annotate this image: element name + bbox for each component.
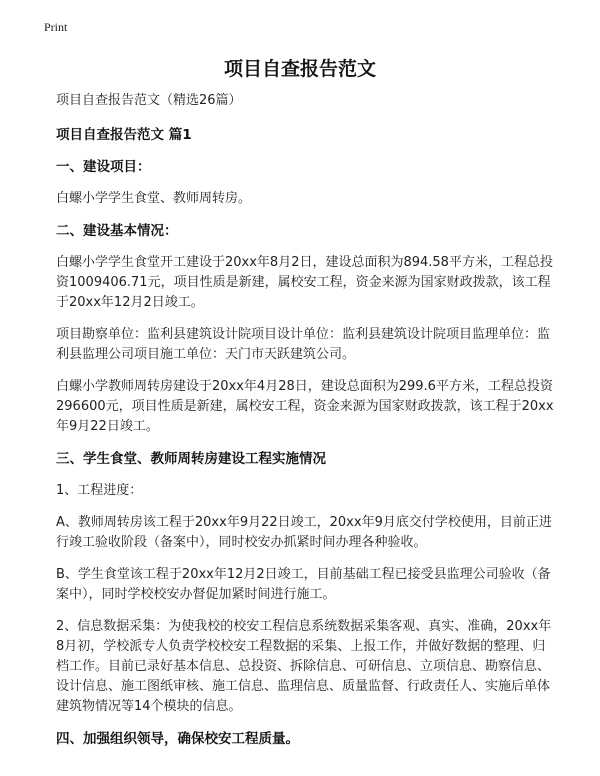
paragraph: 项目勘察单位：监利县建筑设计院项目设计单位：监利县建筑设计院项目监理单位：监利县监理公司项目施工单位：天门市天跃建筑公司。 xyxy=(56,327,551,362)
section-heading-1: 一、建设项目： xyxy=(56,159,151,175)
document-subtitle: 项目自查报告范文（精选26篇） xyxy=(56,93,242,108)
print-label[interactable]: Print xyxy=(44,20,68,34)
article-heading: 项目自查报告范文 篇1 xyxy=(56,127,192,143)
paragraph: A、教师周转房该工程于20xx年9月22日竣工，20xx年9月底交付学校使用，目前正进行竣工验收阶段（备案中），同时校安办抓紧时间办理各种验收。 xyxy=(56,515,552,550)
paragraph: 白螺小学教师周转房建设于20xx年4月28日，建设总面积为299.6平方米，工程总投资296600元，项目性质是新建，属校安工程，资金来源为国家财政拨款，该工程于20xx年9月22日竣工。 xyxy=(56,379,554,434)
paragraph: 白螺小学学生食堂、教师周转房。 xyxy=(56,191,252,206)
section-heading-3: 三、学生食堂、教师周转房建设工程实施情况 xyxy=(56,451,326,467)
section-heading-4: 四、加强组织领导，确保校安工程质量。 xyxy=(56,731,299,747)
paragraph: B、学生食堂该工程于20xx年12月2日竣工，目前基础工程已接受县监理公司验收（备案中），同时学校校安办督促加紧时间进行施工。 xyxy=(56,567,551,602)
page-title: 项目自查报告范文 xyxy=(223,58,376,80)
paragraph: 1、工程进度： xyxy=(56,483,143,498)
paragraph: 白螺小学学生食堂开工建设于20xx年8月2日，建设总面积为894.58平方米，工程总投资1009406.71元，项目性质是新建，属校安工程，资金来源为国家财政拨款，该工程于20xx年12月2日竣工。 xyxy=(56,255,553,310)
paragraph: 2、信息数据采集：为使我校的校安工程信息系统数据采集客观、真实、准确，20xx年8月初，学校派专人负责学校校安工程数据的采集、上报工作，并做好数据的整理、归档工作。目前已录好基本信息、总投资、拆除信息、可研信息、立项信息、勘察信息、设计信息、施工图纸审核、施工信息、监理信息、质量监督、行政责任人、实施后单体建筑物情况等14个模块的信息。 xyxy=(56,619,552,714)
document-body xyxy=(56,91,554,749)
section-heading-2: 二、建设基本情况： xyxy=(56,223,178,239)
